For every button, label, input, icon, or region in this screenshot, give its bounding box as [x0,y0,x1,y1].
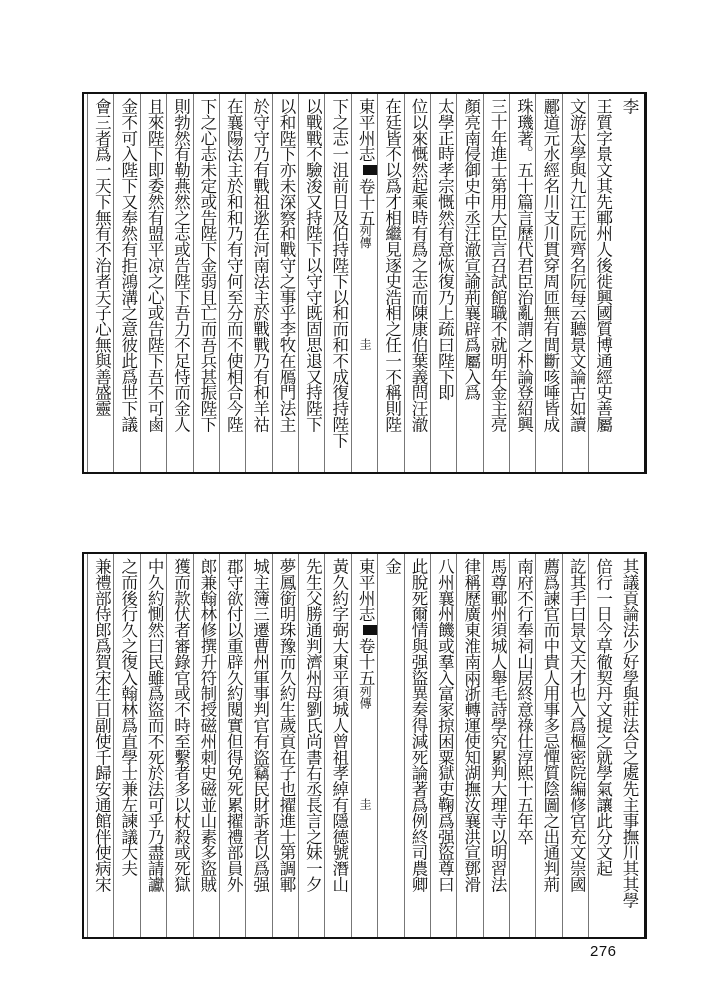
text-column: 薦爲諫官而中貴人用事多忌憚質陰圖之出通判荊 [535,554,561,937]
header-folio: 圭 [358,338,373,350]
text-column: 且來陛下即委然有盟平凉之心或告陛下吾不可鹵 [140,94,166,472]
text-column: 夢鳳銜明珠豫而久約生歲貢在子也擢進士第調鄆 [272,554,298,937]
text-column: 郎兼翰林修撰升符制授磁州刺史磁並山素多盜賊 [193,554,219,937]
text-panel-top [82,92,647,474]
running-header [351,554,377,937]
text-column: 黃久約字弼大東平須城人曾祖孝綽有隱德號潛山 [324,554,350,937]
text-column: 下之志一沮前日及伯持陛下以和而和不成復持陛下 [324,94,350,472]
text-column: 律稱歷廣東淮南兩浙轉運使知湖撫汝襄洪宣鄧滑 [456,554,482,937]
header-section: 列傳 [358,685,373,709]
text-column: 兼禮部侍郎爲賀宋生日副使千歸安通館伴使病宋 [87,554,113,937]
text-column: 珠璣著。五十篇言歷代君臣治亂謂之朴論登紹興 [509,94,535,472]
running-header [351,94,377,472]
text-column: 三十年進士第用大臣言召試館職不就明年金主亮 [483,94,509,472]
header-folio: 圭 [358,798,373,810]
text-column: 下之心志未定或告陛下金弱且亡而吾兵甚振陛下 [193,94,219,472]
header-section: 列傳 [358,225,373,249]
text-column: 在廷皆不以爲才相繼見逐史浩相之任一不稱則陛 [377,94,403,472]
text-column: 金 [377,554,403,937]
text-column: 獲而款伏者審錄官或不時至繫者多以杖殺或死獄 [166,554,192,937]
text-column: 金不可入陛下又奉然有拒鴻溝之意彼此爲世下議 [113,94,139,472]
text-column: 以戰戰不驗浚又持陛下以守守既固思退又持陛下 [298,94,324,472]
text-column: 酈道元水經名川支川貫穿周匝無有間斷咳唾皆成 [535,94,561,472]
text-column: 郡守欲付以重辟久約閱實但得免死累擢禮部員外 [219,554,245,937]
text-column: 倍行一日今草徹契丹文提之就學氣讓此分文起 [588,554,614,937]
text-column: 其議貢論法少好學與莊法合之處先主事撫川其其學 [619,558,639,908]
text-column: 位以來慨然起乘時有爲之志而陳康伯葉義問汪澈 [404,94,430,472]
header-title: 東平州志 [356,558,376,622]
page-number: 276 [590,943,617,960]
text-column: 會三者爲一天下無有不治者天子心無與善盛靈 [87,94,113,472]
text-column: 城主簿三遷曹州軍事判官有盜竊民財訴者以爲强 [245,554,271,937]
text-column: 王質字景文其先鄆州人後徙興國質博通經史善屬 [588,94,614,472]
text-column: 此脫死爾情與强盜異奏得減死論著爲例終司農卿 [404,554,430,937]
text-column: 以和陛下亦未深察和戰守之事乎李牧在鴈門法主 [272,94,298,472]
fishtail-ornament [363,625,377,635]
text-column: 於守守乃有戰祖逖在河南法主於戰戰乃有和羊祜 [245,94,271,472]
text-column: 中久約惻然曰民雖爲盜而不死於法可乎乃盡請讞 [140,554,166,937]
text-column: 則勃然有勒燕然之志或告陛下吾力不足恃而金人 [166,94,192,472]
text-column: 先生父勝通判濟州母劉氏尚書右丞長言之妹一夕 [298,554,324,937]
text-column: 顏亮南侵御史中丞汪澈宣諭荊襄辟爲屬入爲 [456,94,482,472]
text-column: 太學正時孝宗慨然有意恢復乃上疏曰陛下即 [430,94,456,472]
text-column: 南府不行奉祠山居終意祿仕淳熙十五年卒 [509,554,535,937]
text-column: 文游太學與九江王阮齊名阮每云聽景文論古如讀 [562,94,588,472]
text-column: 八州襄州饑或羣入富家掠困粟獄吏鞠爲强盜尊曰 [430,554,456,937]
text-panel-bottom [82,552,647,939]
text-column: 之而後行久之復入翰林爲直學士兼左諫議大夫 [113,554,139,937]
header-volume: 卷十五 [356,177,376,226]
text-column: 李 [619,98,639,114]
text-column: 馬尊鄆州須城人舉毛詩學究累判大理寺以明習法 [483,554,509,937]
fishtail-ornament [363,165,377,175]
text-column: 訖其手曰景文天才也入爲樞密院編修官充文崇國 [562,554,588,937]
text-column: 在襄陽法主於和和乃有守何至分而不使相合今陛 [219,94,245,472]
header-title: 東平州志 [356,98,376,162]
header-volume: 卷十五 [356,637,376,686]
